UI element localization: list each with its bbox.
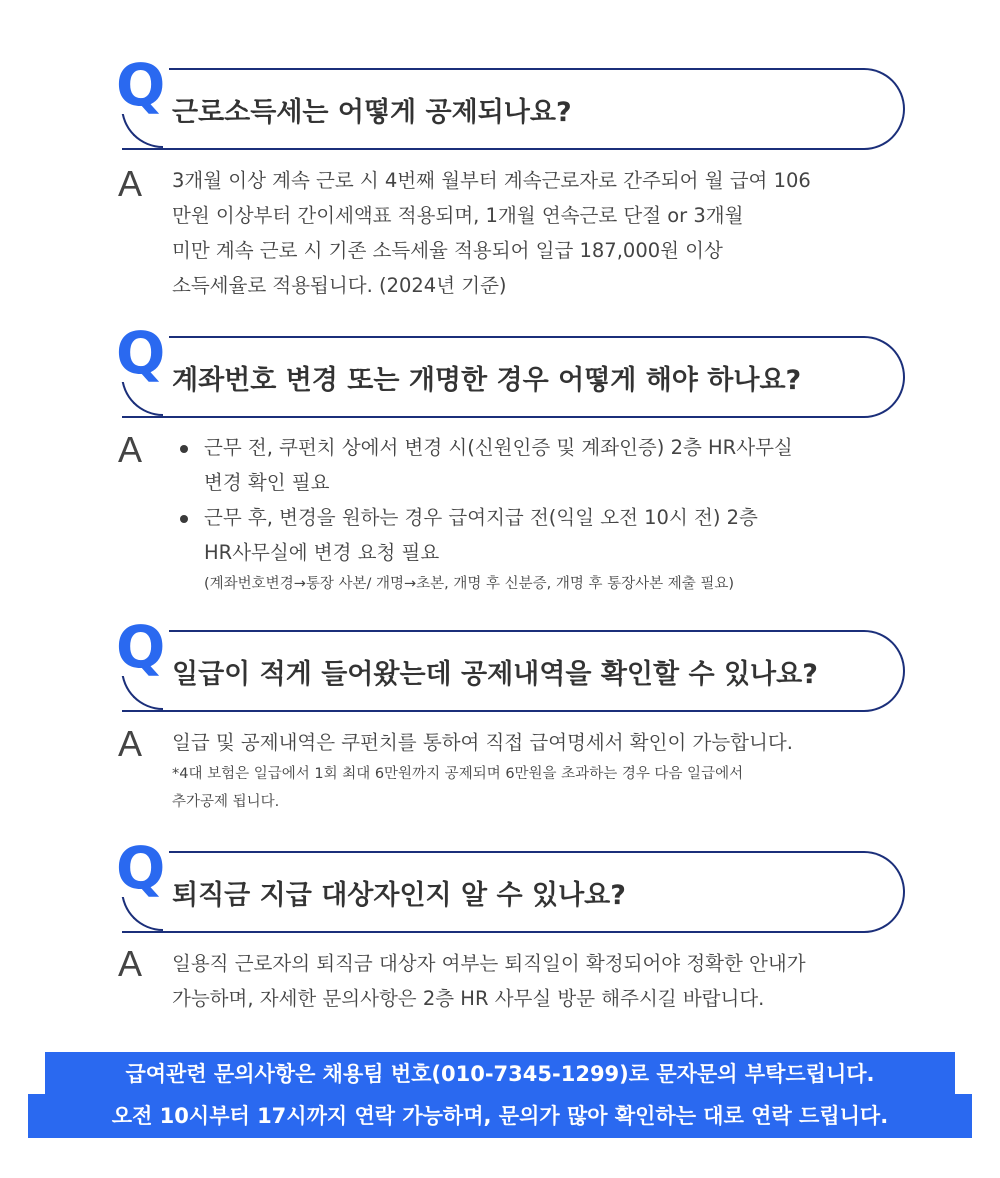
answer-note: (계좌번호변경→통장 사본/ 개명→초본, 개명 후 신분증, 개명 후 통장사본 제출 필요) — [204, 576, 735, 592]
contact-notice-line-2: 오전 10시부터 17시까지 연락 가능하며, 문의가 많아 확인하는 대로 연락 드립니다. — [28, 1094, 972, 1138]
q-icon: Q — [112, 839, 169, 897]
a-icon: A — [118, 163, 143, 204]
question-text: 근로소득세는 어떻게 공제되나요? — [172, 97, 572, 128]
a-icon: A — [118, 723, 143, 764]
a-icon: A — [118, 429, 143, 470]
answer-text: 일용직 근로자의 퇴직금 대상자 여부는 퇴직일이 확정되어야 정확한 안내가 가능하며, 자세한 문의사항은 2층 HR 사무실 방문 해주시길 바랍니다. — [172, 952, 806, 1010]
q-icon: Q — [112, 56, 169, 114]
answer-bullets — [174, 430, 884, 598]
question-text: 퇴직금 지급 대상자인지 알 수 있나요? — [172, 880, 626, 911]
bullet-item: 근무 후, 변경을 원하는 경우 급여지급 전(익일 오전 10시 전) 2층 HR사무실에 변경 요청 필요 — [174, 500, 884, 570]
bullet-item: 근무 전, 쿠펀치 상에서 변경 시(신원인증 및 계좌인증) 2층 HR사무실 변경 확인 필요 — [174, 430, 884, 500]
q-icon: Q — [112, 324, 169, 382]
q-icon: Q — [112, 618, 169, 676]
answer-text: 3개월 이상 계속 근로 시 4번째 월부터 계속근로자로 간주되어 월 급여 106 만원 이상부터 간이세액표 적용되며, 1개월 연속근로 단절 or 3개월 미만 계속 근로 시 기존 소득세율 적용되어 일급 187,000원 이상 소득세율로 적용됩니다. (2024년 기준) — [172, 169, 811, 297]
question-text: 계좌번호 변경 또는 개명한 경우 어떻게 해야 하나요? — [172, 365, 802, 396]
question-text: 일급이 적게 들어왔는데 공제내역을 확인할 수 있나요? — [172, 659, 818, 690]
answer-text: 일급 및 공제내역은 쿠펀치를 통하여 직접 급여명세서 확인이 가능합니다. *4대 보험은 일급에서 1회 최대 6만원까지 공제되며 6만원을 초과하는 경우 다음 일급에서 추가공제 됩니다. — [172, 731, 793, 810]
a-icon: A — [118, 943, 143, 984]
contact-notice-line-1: 급여관련 문의사항은 채용팀 번호(010-7345-1299)로 문자문의 부탁드립니다. — [45, 1052, 955, 1096]
